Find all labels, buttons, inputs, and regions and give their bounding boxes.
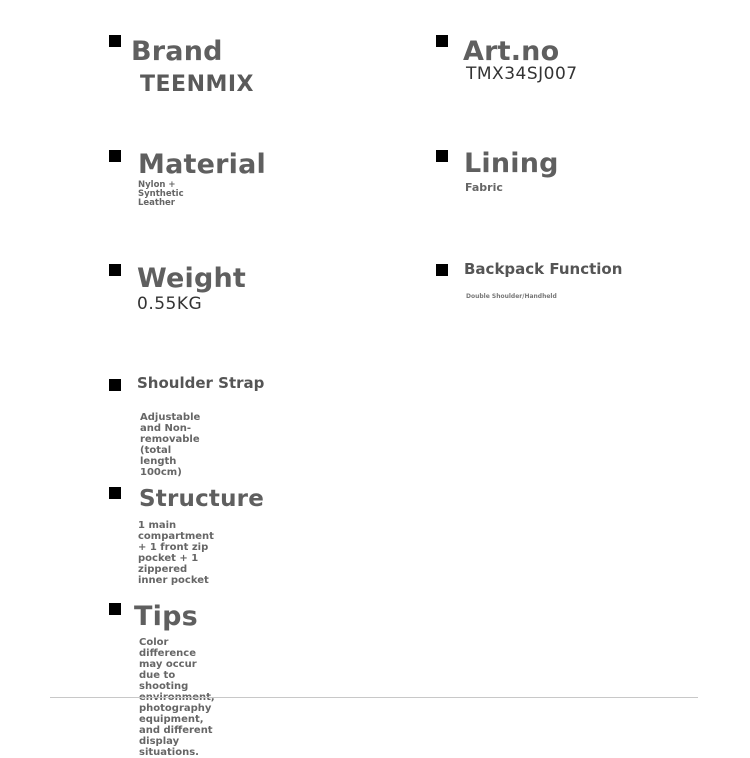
backpack-function-value: Double Shoulder/Handheld	[466, 293, 557, 300]
brand-value: TEENMIX	[140, 72, 255, 97]
weight-label: Weight	[137, 263, 247, 294]
divider	[50, 697, 698, 698]
brand-label: Brand	[131, 38, 223, 61]
bullet-icon	[109, 379, 121, 391]
bullet-icon	[109, 35, 121, 47]
bullet-icon	[109, 487, 121, 499]
bullet-icon	[436, 264, 448, 276]
bullet-icon	[436, 35, 448, 47]
bullet-icon	[109, 264, 121, 276]
tips-label: Tips	[134, 601, 198, 632]
bullet-icon	[109, 150, 121, 162]
shoulder-strap-label: Shoulder Strap	[137, 374, 265, 392]
art-no-value: TMX34SJ007	[466, 64, 578, 84]
shoulder-strap-value: Adjustable and Non-removable (total length 100cm)	[140, 412, 201, 478]
weight-value: 0.55KG	[137, 294, 203, 314]
material-value: Nylon + Synthetic Leather	[138, 180, 184, 208]
bullet-icon	[436, 150, 448, 162]
bullet-icon	[109, 603, 121, 615]
lining-label: Lining	[464, 148, 559, 179]
material-label: Material	[138, 149, 266, 180]
structure-label: Structure	[139, 486, 265, 512]
structure-value: 1 main compartment + 1 front zip pocket + 1 zippered inner pocket	[138, 520, 214, 586]
lining-value: Fabric	[465, 181, 503, 194]
tips-value: Color difference may occur due to shooting photography equipment, and different display situations.	[139, 637, 213, 758]
backpack-function-label: Backpack Function	[464, 260, 623, 278]
art-no-label: Art.no	[463, 38, 560, 61]
